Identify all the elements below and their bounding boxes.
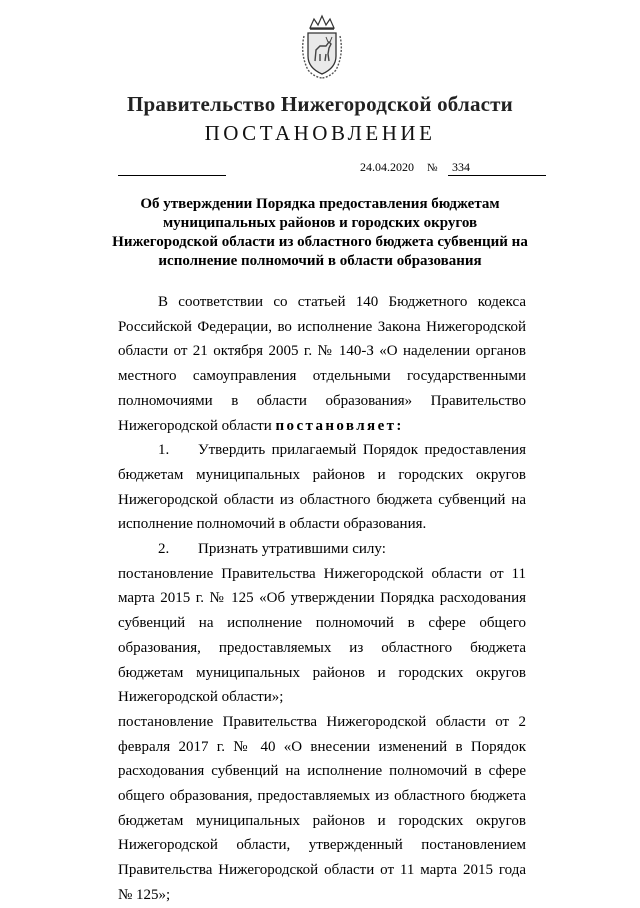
blank-date-line [118,175,226,176]
number-label: № [427,162,438,174]
document-type: ПОСТАНОВЛЕНИЕ [204,121,436,145]
document-number: 334 [448,160,546,176]
item-1-number: 1. [158,442,170,459]
decree-word: постановляет [275,417,397,434]
document-body [118,290,526,908]
intro-paragraph [118,290,526,438]
repeal-1-text: постановление Правительства Нижегородской области от 11 марта 2015 г. № 125 «Об утверждении Порядка расходования субвенций на исполнение полномочий в сфере общего образования, предоставляемых из областного бюджета бюджетам муниципальных районов и городских округов Нижегородской области»; [118,565,526,706]
document-date: 24.04.2020 [360,160,414,174]
coat-of-arms-emblem [300,14,344,80]
document-subject [100,195,540,271]
item-1-text: Утвердить прилагаемый Порядок предоставления бюджетам муниципальных районов и городских округов Нижегородской области из областного бюджета субвенций на исполнение полномочий в области образования. [118,442,526,533]
decree-colon: : [396,417,402,434]
item-2-paragraph [118,537,526,562]
repeal-1-paragraph [118,562,526,710]
subject-line: Нижегородской области из областного бюджета субвенций на [112,234,528,250]
item-1-paragraph [118,438,526,537]
organization-title: Правительство Нижегородской области [127,92,513,116]
subject-line: Об утверждении Порядка предоставления бюджетам [140,196,500,212]
document-meta [0,160,640,184]
intro-text: В соответствии со статьей 140 Бюджетного кодекса Российской Федерации, во исполнение Закона Нижегородской области от 21 октября 2005 г. № 140-З «О наделении органов местного самоуправления отдельными государственными полномочиями в области образования» Правительство Нижегородской области [118,294,526,434]
repeal-2-text: постановление Правительства Нижегородской области от 2 февраля 2017 г. № 40 «О внесении изменений в Порядок расходования субвенций на исполнение полномочий в сфере общего образования, предоставляемых из областного бюджета бюджетам муниципальных районов и городских округов Нижегородской области, утвержденный постановлением Правительства Нижегородской области от 11 марта 2015 года № 125»; [118,713,526,903]
item-2-number: 2. [158,541,170,558]
item-2-text: Признать утратившими силу: [198,541,386,558]
subject-line: муниципальных районов и городских округов [162,215,478,231]
repeal-2-paragraph [118,710,526,908]
subject-line: исполнение полномочий в области образования [158,253,482,269]
